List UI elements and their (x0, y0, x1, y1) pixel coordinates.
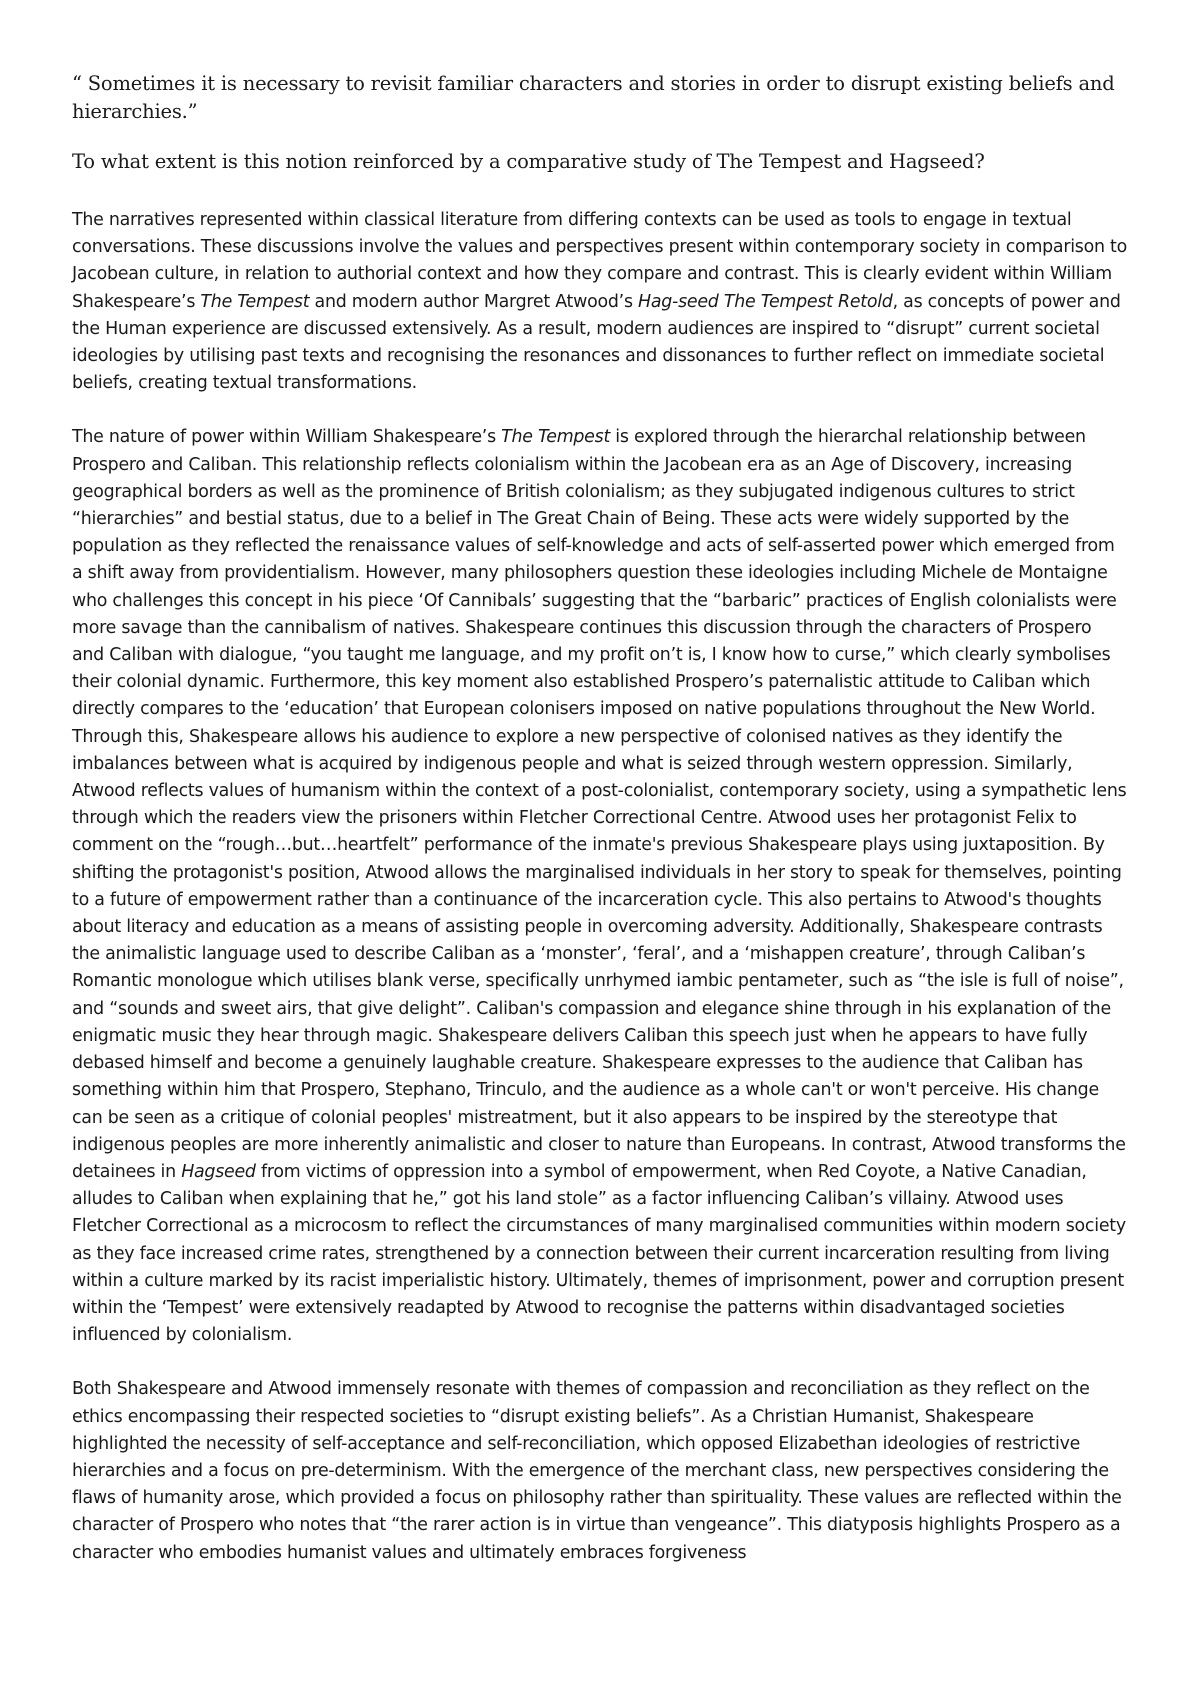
paragraph-2-text-a: The nature of power within William Shakespeare’s (72, 427, 502, 448)
paragraph-2-title-tempest: The Tempest (501, 427, 611, 448)
paragraph-introduction (72, 207, 1128, 397)
paragraph-2-text-c: from victims of oppression into a symbol of empowerment, when Red Coyote, a Native Canadian, alludes to Caliban when explaining that he,” got his land stole” as a factor influencing Caliban’s villainy. Atwood uses Fletcher Correctional as a microcosm to reflect the circumstances of many marginalised communities within modern society as they face increased crime rates, strengthened by a connection between their current incarceration resulting from living within a culture marked by its racist imperialistic history. Ultimately, themes of imprisonment, power and corruption present within the ‘Tempest’ were extensively readapted by Atwood to recognise the patterns within disadvantaged societies influenced by colonialism. (72, 1161, 1126, 1346)
paragraph-1-text-a: The narratives represented within classical literature from differing contexts can be used as tools to engage in textual conversations. These discussions involve the values and perspectives present within contemporary society in comparison to Jacobean culture, in relation to authorial context and how they compare and contrast. This is clearly evident within William Shakespeare’s (72, 210, 1128, 312)
paragraph-1-text-b: and modern author Margret Atwood’s (309, 291, 639, 312)
essay-prompt-quote: “ Sometimes it is necessary to revisit familiar characters and stories in order to disrupt existing beliefs and hierarchies.” (72, 72, 1115, 123)
paragraph-1-title-hagseed: Hag-seed The Tempest Retold (638, 291, 893, 312)
paragraph-1-title-tempest: The Tempest (200, 291, 310, 312)
paragraph-2-text-b: is explored through the hierarchal relationship between Prospero and Caliban. This relationship reflects colonialism within the Jacobean era as an Age of Discovery, increasing geographical borders as well as the prominence of British colonialism; as they subjugated indigenous cultures to strict “hierarchies” and bestial status, due to a belief in The Great Chain of Being. These acts were widely supported by the population as they reflected the renaissance values of self-knowledge and acts of self-asserted power which emerged from a shift away from providentialism. However, many philosophers question these ideologies including Michele de Montaigne who challenges this concept in his piece ‘Of Cannibals’ suggesting that the “barbaric” practices of English colonialists were more savage than the cannibalism of natives. Shakespeare continues this discussion through the characters of Prospero and Caliban with dialogue, “you taught me language, and my profit on’t is, I know how to curse,” which clearly symbolises their colonial dynamic. Furthermore, this key moment also established Prospero’s paternalistic attitude to Caliban which directly compares to the ‘education’ that European colonisers imposed on native populations throughout the New World. Through this, Shakespeare allows his audience to explore a new perspective of colonised natives as they identify the imbalances between what is acquired by indigenous people and what is seized through western oppression. Similarly, Atwood reflects values of humanism within the context of a post-colonialist, contemporary society, using a sympathetic lens through which the readers view the prisoners within Fletcher Correctional Centre. Atwood uses her protagonist Felix to comment on the “rough…but…heartfelt” performance of the inmate's previous Shakespeare plays using juxtaposition. By shifting the protagonist's position, Atwood allows the marginalised individuals in her story to speak for themselves, pointing to a future of empowerment rather than a continuance of the incarceration cycle. This also pertains to Atwood's thoughts about literacy and education as a means of assisting people in overcoming adversity. Additionally, Shakespeare contrasts the animalistic language used to describe Caliban as a ‘monster’, ‘feral’, and a ‘mishappen creature’, through Caliban’s Romantic monologue which utilises blank verse, specifically unrhymed iambic pentameter, such as “the isle is full of noise”, and “sounds and sweet airs, that give delight”. Caliban's compassion and elegance shine through in his explanation of the enigmatic music they hear through magic. Shakespeare delivers Caliban this speech just when he appears to have fully debased himself and become a genuinely laughable creature. Shakespeare expresses to the audience that Caliban has something within him that Prospero, Stephano, Trinculo, and the audience as a whole can't or won't perceive. His change can be seen as a critique of colonial peoples' mistreatment, but it also appears to be inspired by the stereotype that indigenous peoples are more inherently animalistic and closer to nature than Europeans. In contrast, Atwood transforms the detainees in (72, 427, 1127, 1182)
paragraph-1-text-c: , as concepts of power and the Human experience are discussed extensively. As a result, modern audiences are inspired to “disrupt” current societal ideologies by utilising past texts and recognising the resonances and dissonances to further reflect on immediate societal beliefs, creating textual transformations. (72, 291, 1121, 394)
paragraph-power (72, 424, 1128, 1349)
essay-question: To what extent is this notion reinforced by a comparative study of The Tempest and Hagseed? (72, 150, 985, 173)
paragraph-2-title-hagseed: Hagseed (181, 1161, 256, 1182)
document-page (72, 70, 1128, 1567)
paragraph-compassion: Both Shakespeare and Atwood immensely resonate with themes of compassion and reconciliation as they reflect on the ethics encompassing their respected societies to “disrupt existing beliefs”. As a Christian Humanist, Shakespeare highlighted the necessity of self-acceptance and self-reconciliation, which opposed Elizabethan ideologies of restrictive hierarchies and a focus on pre-determinism. With the emergence of the merchant class, new perspectives considering the flaws of humanity arose, which provided a focus on philosophy rather than spirituality. These values are reflected within the character of Prospero who notes that “the rarer action is in virtue than vengeance”. This diatyposis highlights Prospero as a character who embodies humanist values and ultimately embraces forgiveness (72, 1379, 1122, 1563)
